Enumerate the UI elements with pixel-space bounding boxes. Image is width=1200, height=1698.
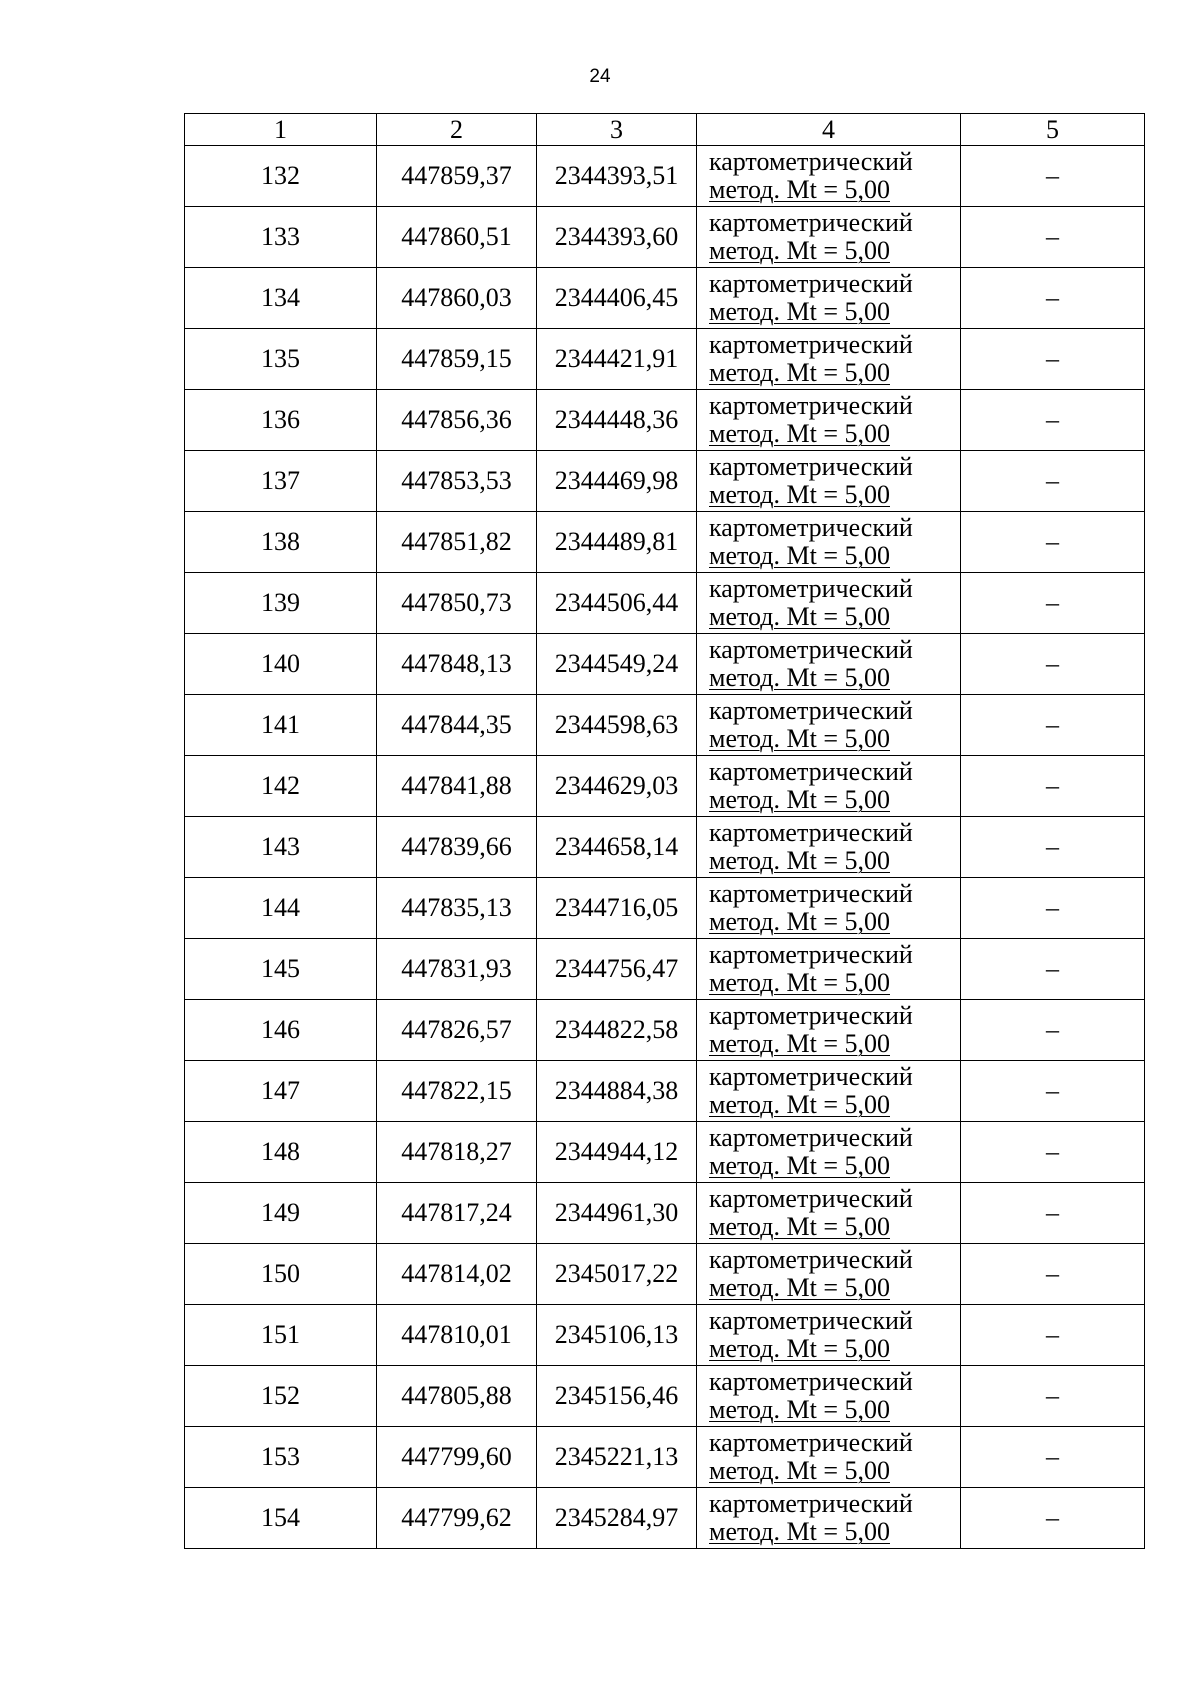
x-coordinate-cell: 447850,73: [377, 573, 537, 634]
method-line-1: картометрический: [709, 696, 913, 725]
note-cell: –: [961, 1122, 1145, 1183]
note-cell: –: [961, 695, 1145, 756]
table-row: [185, 1122, 1145, 1183]
table-row: [185, 390, 1145, 451]
method-line-2: метод. Mt = 5,00: [709, 358, 890, 387]
x-coordinate-cell: 447818,27: [377, 1122, 537, 1183]
y-coordinate-cell: 2344406,45: [537, 268, 697, 329]
y-coordinate-cell: 2344944,12: [537, 1122, 697, 1183]
note-cell: –: [961, 1366, 1145, 1427]
method-cell: [697, 390, 961, 451]
point-number-cell: 144: [185, 878, 377, 939]
point-number-cell: 150: [185, 1244, 377, 1305]
coordinates-table: [184, 113, 1145, 1549]
point-number-cell: 132: [185, 146, 377, 207]
y-coordinate-cell: 2345017,22: [537, 1244, 697, 1305]
y-coordinate-cell: 2344393,51: [537, 146, 697, 207]
method-line-2: метод. Mt = 5,00: [709, 1212, 890, 1241]
header-col-3: 3: [537, 114, 697, 146]
note-cell: –: [961, 1427, 1145, 1488]
method-cell: [697, 1122, 961, 1183]
note-cell: –: [961, 1305, 1145, 1366]
x-coordinate-cell: 447799,60: [377, 1427, 537, 1488]
y-coordinate-cell: 2344393,60: [537, 207, 697, 268]
method-cell: [697, 573, 961, 634]
table-row: [185, 1244, 1145, 1305]
note-cell: –: [961, 1061, 1145, 1122]
table-row: [185, 451, 1145, 512]
table-row: [185, 207, 1145, 268]
table-row: [185, 756, 1145, 817]
point-number-cell: 153: [185, 1427, 377, 1488]
table-row: [185, 634, 1145, 695]
table-header-row: [185, 114, 1145, 146]
method-line-2: метод. Mt = 5,00: [709, 480, 890, 509]
y-coordinate-cell: 2344448,36: [537, 390, 697, 451]
method-line-1: картометрический: [709, 330, 913, 359]
y-coordinate-cell: 2344489,81: [537, 512, 697, 573]
method-line-1: картометрический: [709, 147, 913, 176]
point-number-cell: 141: [185, 695, 377, 756]
method-line-2: метод. Mt = 5,00: [709, 968, 890, 997]
method-line-1: картометрический: [709, 635, 913, 664]
method-line-2: метод. Mt = 5,00: [709, 785, 890, 814]
point-number-cell: 134: [185, 268, 377, 329]
point-number-cell: 137: [185, 451, 377, 512]
method-line-1: картометрический: [709, 452, 913, 481]
note-cell: –: [961, 207, 1145, 268]
method-line-1: картометрический: [709, 1489, 913, 1518]
x-coordinate-cell: 447844,35: [377, 695, 537, 756]
point-number-cell: 146: [185, 1000, 377, 1061]
y-coordinate-cell: 2345106,13: [537, 1305, 697, 1366]
table-body: [185, 146, 1145, 1549]
x-coordinate-cell: 447831,93: [377, 939, 537, 1000]
table-row: [185, 939, 1145, 1000]
note-cell: –: [961, 451, 1145, 512]
method-line-2: метод. Mt = 5,00: [709, 1151, 890, 1180]
method-line-2: метод. Mt = 5,00: [709, 1273, 890, 1302]
method-cell: [697, 207, 961, 268]
note-cell: –: [961, 512, 1145, 573]
point-number-cell: 139: [185, 573, 377, 634]
x-coordinate-cell: 447805,88: [377, 1366, 537, 1427]
y-coordinate-cell: 2345156,46: [537, 1366, 697, 1427]
x-coordinate-cell: 447860,03: [377, 268, 537, 329]
point-number-cell: 145: [185, 939, 377, 1000]
x-coordinate-cell: 447835,13: [377, 878, 537, 939]
x-coordinate-cell: 447853,53: [377, 451, 537, 512]
y-coordinate-cell: 2344549,24: [537, 634, 697, 695]
method-line-1: картометрический: [709, 1001, 913, 1030]
method-line-2: метод. Mt = 5,00: [709, 602, 890, 631]
y-coordinate-cell: 2344421,91: [537, 329, 697, 390]
method-line-1: картометрический: [709, 818, 913, 847]
method-line-1: картометрический: [709, 574, 913, 603]
method-line-1: картометрический: [709, 1184, 913, 1213]
y-coordinate-cell: 2344598,63: [537, 695, 697, 756]
method-line-2: метод. Mt = 5,00: [709, 1029, 890, 1058]
method-line-1: картометрический: [709, 513, 913, 542]
method-cell: [697, 451, 961, 512]
table-row: [185, 512, 1145, 573]
method-line-2: метод. Mt = 5,00: [709, 541, 890, 570]
header-col-5: 5: [961, 114, 1145, 146]
table-row: [185, 1305, 1145, 1366]
method-cell: [697, 329, 961, 390]
x-coordinate-cell: 447851,82: [377, 512, 537, 573]
table-row: [185, 878, 1145, 939]
table-row: [185, 329, 1145, 390]
method-line-2: метод. Mt = 5,00: [709, 236, 890, 265]
point-number-cell: 152: [185, 1366, 377, 1427]
method-line-1: картометрический: [709, 1062, 913, 1091]
note-cell: –: [961, 390, 1145, 451]
method-line-1: картометрический: [709, 1367, 913, 1396]
method-line-2: метод. Mt = 5,00: [709, 1395, 890, 1424]
table-row: [185, 268, 1145, 329]
x-coordinate-cell: 447856,36: [377, 390, 537, 451]
table-row: [185, 1366, 1145, 1427]
method-cell: [697, 634, 961, 695]
x-coordinate-cell: 447859,15: [377, 329, 537, 390]
method-line-1: картометрический: [709, 1123, 913, 1152]
method-line-1: картометрический: [709, 940, 913, 969]
method-cell: [697, 1305, 961, 1366]
y-coordinate-cell: 2344658,14: [537, 817, 697, 878]
x-coordinate-cell: 447839,66: [377, 817, 537, 878]
y-coordinate-cell: 2345221,13: [537, 1427, 697, 1488]
method-cell: [697, 695, 961, 756]
method-cell: [697, 1061, 961, 1122]
note-cell: –: [961, 1488, 1145, 1549]
method-line-1: картометрический: [709, 879, 913, 908]
method-line-2: метод. Mt = 5,00: [709, 1334, 890, 1363]
point-number-cell: 140: [185, 634, 377, 695]
note-cell: –: [961, 817, 1145, 878]
note-cell: –: [961, 878, 1145, 939]
method-cell: [697, 1427, 961, 1488]
table-row: [185, 146, 1145, 207]
method-cell: [697, 512, 961, 573]
point-number-cell: 148: [185, 1122, 377, 1183]
note-cell: –: [961, 573, 1145, 634]
method-cell: [697, 756, 961, 817]
note-cell: –: [961, 1244, 1145, 1305]
method-line-2: метод. Mt = 5,00: [709, 175, 890, 204]
method-cell: [697, 817, 961, 878]
method-line-1: картометрический: [709, 391, 913, 420]
table-row: [185, 1427, 1145, 1488]
x-coordinate-cell: 447860,51: [377, 207, 537, 268]
x-coordinate-cell: 447822,15: [377, 1061, 537, 1122]
point-number-cell: 147: [185, 1061, 377, 1122]
y-coordinate-cell: 2344469,98: [537, 451, 697, 512]
note-cell: –: [961, 756, 1145, 817]
table-row: [185, 1183, 1145, 1244]
y-coordinate-cell: 2344506,44: [537, 573, 697, 634]
method-cell: [697, 1183, 961, 1244]
x-coordinate-cell: 447859,37: [377, 146, 537, 207]
method-line-1: картометрический: [709, 1428, 913, 1457]
point-number-cell: 149: [185, 1183, 377, 1244]
method-line-1: картометрический: [709, 1306, 913, 1335]
note-cell: –: [961, 634, 1145, 695]
header-col-2: 2: [377, 114, 537, 146]
method-line-2: метод. Mt = 5,00: [709, 663, 890, 692]
method-cell: [697, 1000, 961, 1061]
method-line-1: картометрический: [709, 208, 913, 237]
method-cell: [697, 268, 961, 329]
point-number-cell: 151: [185, 1305, 377, 1366]
point-number-cell: 143: [185, 817, 377, 878]
point-number-cell: 135: [185, 329, 377, 390]
note-cell: –: [961, 268, 1145, 329]
method-line-2: метод. Mt = 5,00: [709, 1517, 890, 1546]
y-coordinate-cell: 2344884,38: [537, 1061, 697, 1122]
y-coordinate-cell: 2344756,47: [537, 939, 697, 1000]
method-line-2: метод. Mt = 5,00: [709, 724, 890, 753]
point-number-cell: 133: [185, 207, 377, 268]
x-coordinate-cell: 447810,01: [377, 1305, 537, 1366]
note-cell: –: [961, 146, 1145, 207]
x-coordinate-cell: 447841,88: [377, 756, 537, 817]
method-cell: [697, 146, 961, 207]
x-coordinate-cell: 447799,62: [377, 1488, 537, 1549]
note-cell: –: [961, 939, 1145, 1000]
method-line-2: метод. Mt = 5,00: [709, 1456, 890, 1485]
point-number-cell: 138: [185, 512, 377, 573]
table-row: [185, 1061, 1145, 1122]
method-cell: [697, 1366, 961, 1427]
method-line-2: метод. Mt = 5,00: [709, 907, 890, 936]
table-row: [185, 695, 1145, 756]
x-coordinate-cell: 447817,24: [377, 1183, 537, 1244]
method-line-2: метод. Mt = 5,00: [709, 419, 890, 448]
table-row: [185, 817, 1145, 878]
y-coordinate-cell: 2345284,97: [537, 1488, 697, 1549]
header-col-4: 4: [697, 114, 961, 146]
x-coordinate-cell: 447848,13: [377, 634, 537, 695]
method-line-2: метод. Mt = 5,00: [709, 1090, 890, 1119]
header-col-1: 1: [185, 114, 377, 146]
y-coordinate-cell: 2344716,05: [537, 878, 697, 939]
method-cell: [697, 878, 961, 939]
method-cell: [697, 1488, 961, 1549]
x-coordinate-cell: 447814,02: [377, 1244, 537, 1305]
table-row: [185, 1488, 1145, 1549]
x-coordinate-cell: 447826,57: [377, 1000, 537, 1061]
method-line-1: картометрический: [709, 757, 913, 786]
y-coordinate-cell: 2344822,58: [537, 1000, 697, 1061]
point-number-cell: 154: [185, 1488, 377, 1549]
method-line-2: метод. Mt = 5,00: [709, 846, 890, 875]
method-line-1: картометрический: [709, 269, 913, 298]
y-coordinate-cell: 2344961,30: [537, 1183, 697, 1244]
point-number-cell: 136: [185, 390, 377, 451]
page-number: 24: [589, 66, 611, 87]
method-line-1: картометрический: [709, 1245, 913, 1274]
note-cell: –: [961, 1000, 1145, 1061]
method-cell: [697, 1244, 961, 1305]
note-cell: –: [961, 329, 1145, 390]
method-cell: [697, 939, 961, 1000]
y-coordinate-cell: 2344629,03: [537, 756, 697, 817]
point-number-cell: 142: [185, 756, 377, 817]
note-cell: –: [961, 1183, 1145, 1244]
table-row: [185, 573, 1145, 634]
method-line-2: метод. Mt = 5,00: [709, 297, 890, 326]
table-row: [185, 1000, 1145, 1061]
